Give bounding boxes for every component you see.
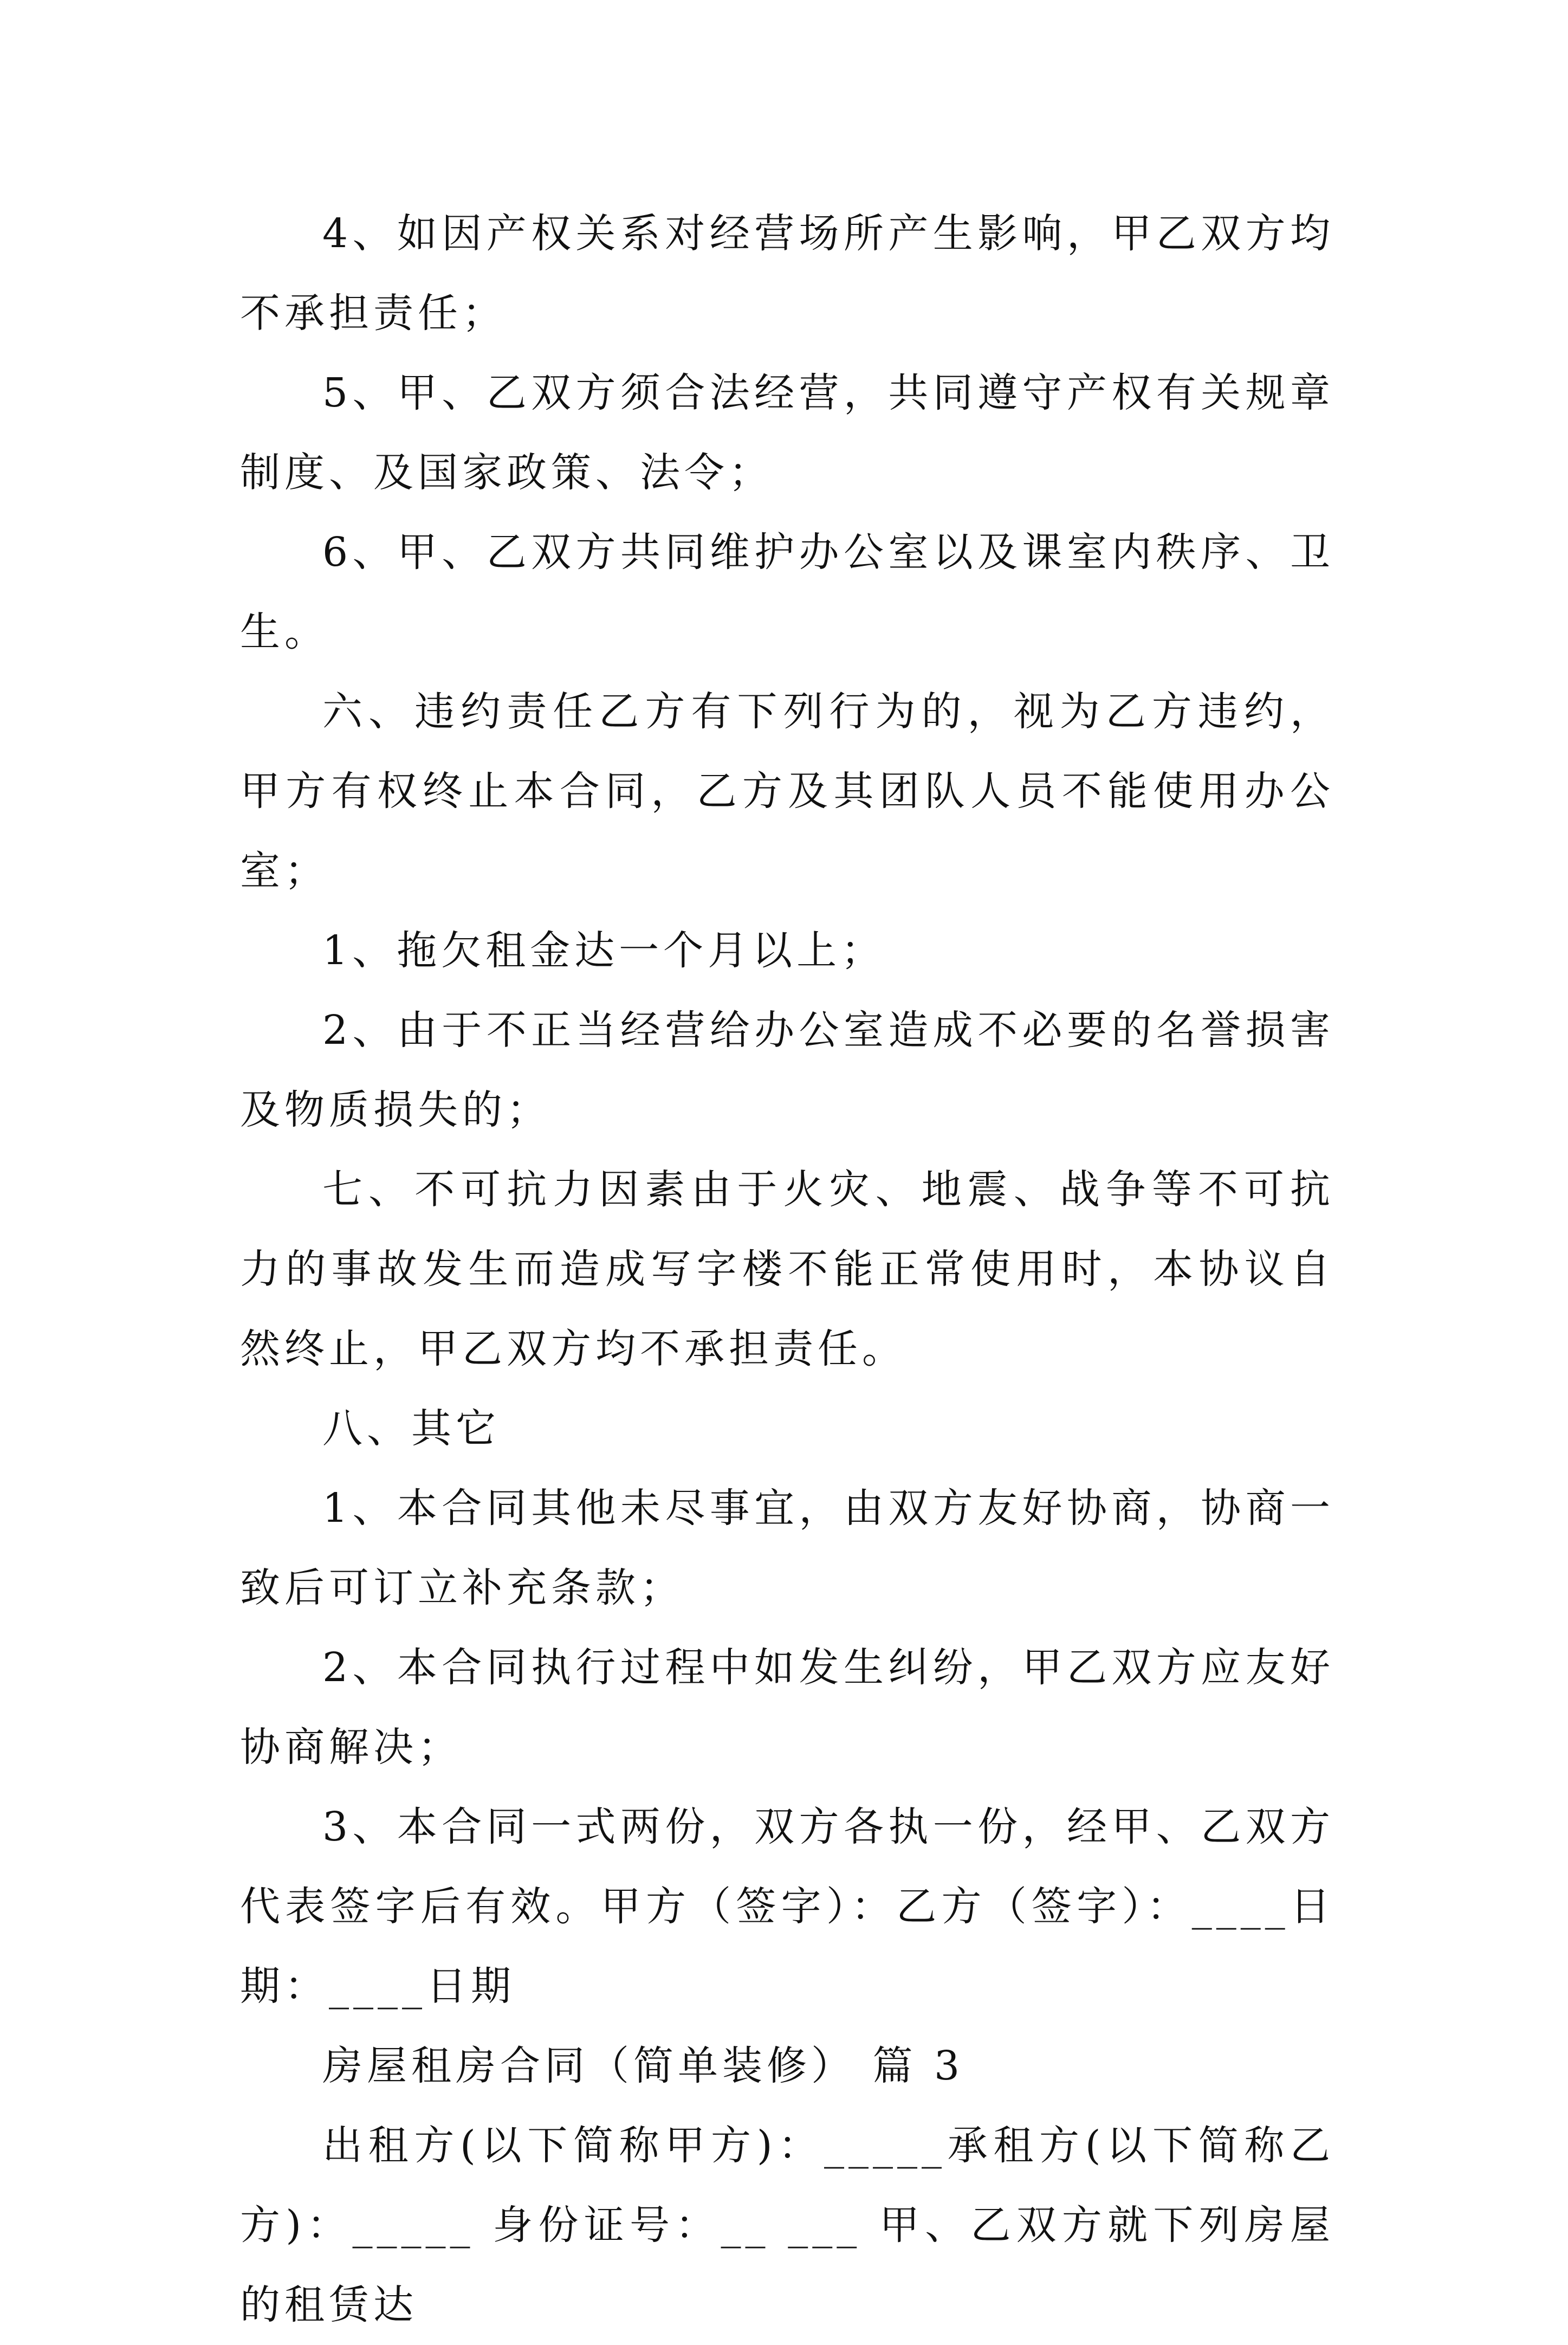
section-heading-other: 八、其它: [322, 1405, 500, 1452]
paragraph-clause-6: 6、甲、乙双方共同维护办公室以及课室内秩序、卫生。: [240, 529, 1334, 655]
paragraph-breach-item-1: 1、拖欠租金达一个月以上；: [322, 927, 886, 974]
paragraph-force-majeure: 七、不可抗力因素由于火灾、地震、战争等不可抗力的事故发生而造成写字楼不能正常使用时，本协议自然终止，甲乙双方均不承担责任。: [240, 1166, 1334, 1372]
paragraph-clause-4: 4、如因产权关系对经营场所产生影响，甲乙双方均不承担责任；: [240, 210, 1334, 337]
contract-title-part-3: 房屋租房合同（简单装修） 篇 3: [322, 2043, 964, 2089]
paragraph-breach-liability: 六、违约责任乙方有下列行为的，视为乙方违约，甲方有权终止本合同，乙方及其团队人员不能使用办公室；: [240, 688, 1334, 894]
document-body: [240, 194, 1334, 2345]
paragraph-clause-5: 5、甲、乙双方须合法经营，共同遵守产权有关规章制度、及国家政策、法令；: [240, 370, 1334, 496]
paragraph-other-item-1: 1、本合同其他未尽事宜，由双方友好协商，协商一致后可订立补充条款；: [240, 1485, 1334, 1611]
paragraph-other-item-2: 2、本合同执行过程中如发生纠纷，甲乙双方应友好协商解决；: [240, 1644, 1334, 1771]
paragraph-parties: 出租方(以下简称甲方)：_____承租方(以下简称乙方)：_____ 身份证号：__ ___ 甲、乙双方就下列房屋的租赁达: [240, 2122, 1334, 2328]
paragraph-other-item-3: 3、本合同一式两份，双方各执一份，经甲、乙双方代表签字后有效。甲方（签字）：乙方（签字）：____日期：____日期: [240, 1804, 1334, 2010]
paragraph-breach-item-2: 2、由于不正当经营给办公室造成不必要的名誉损害及物质损失的；: [240, 1007, 1334, 1133]
